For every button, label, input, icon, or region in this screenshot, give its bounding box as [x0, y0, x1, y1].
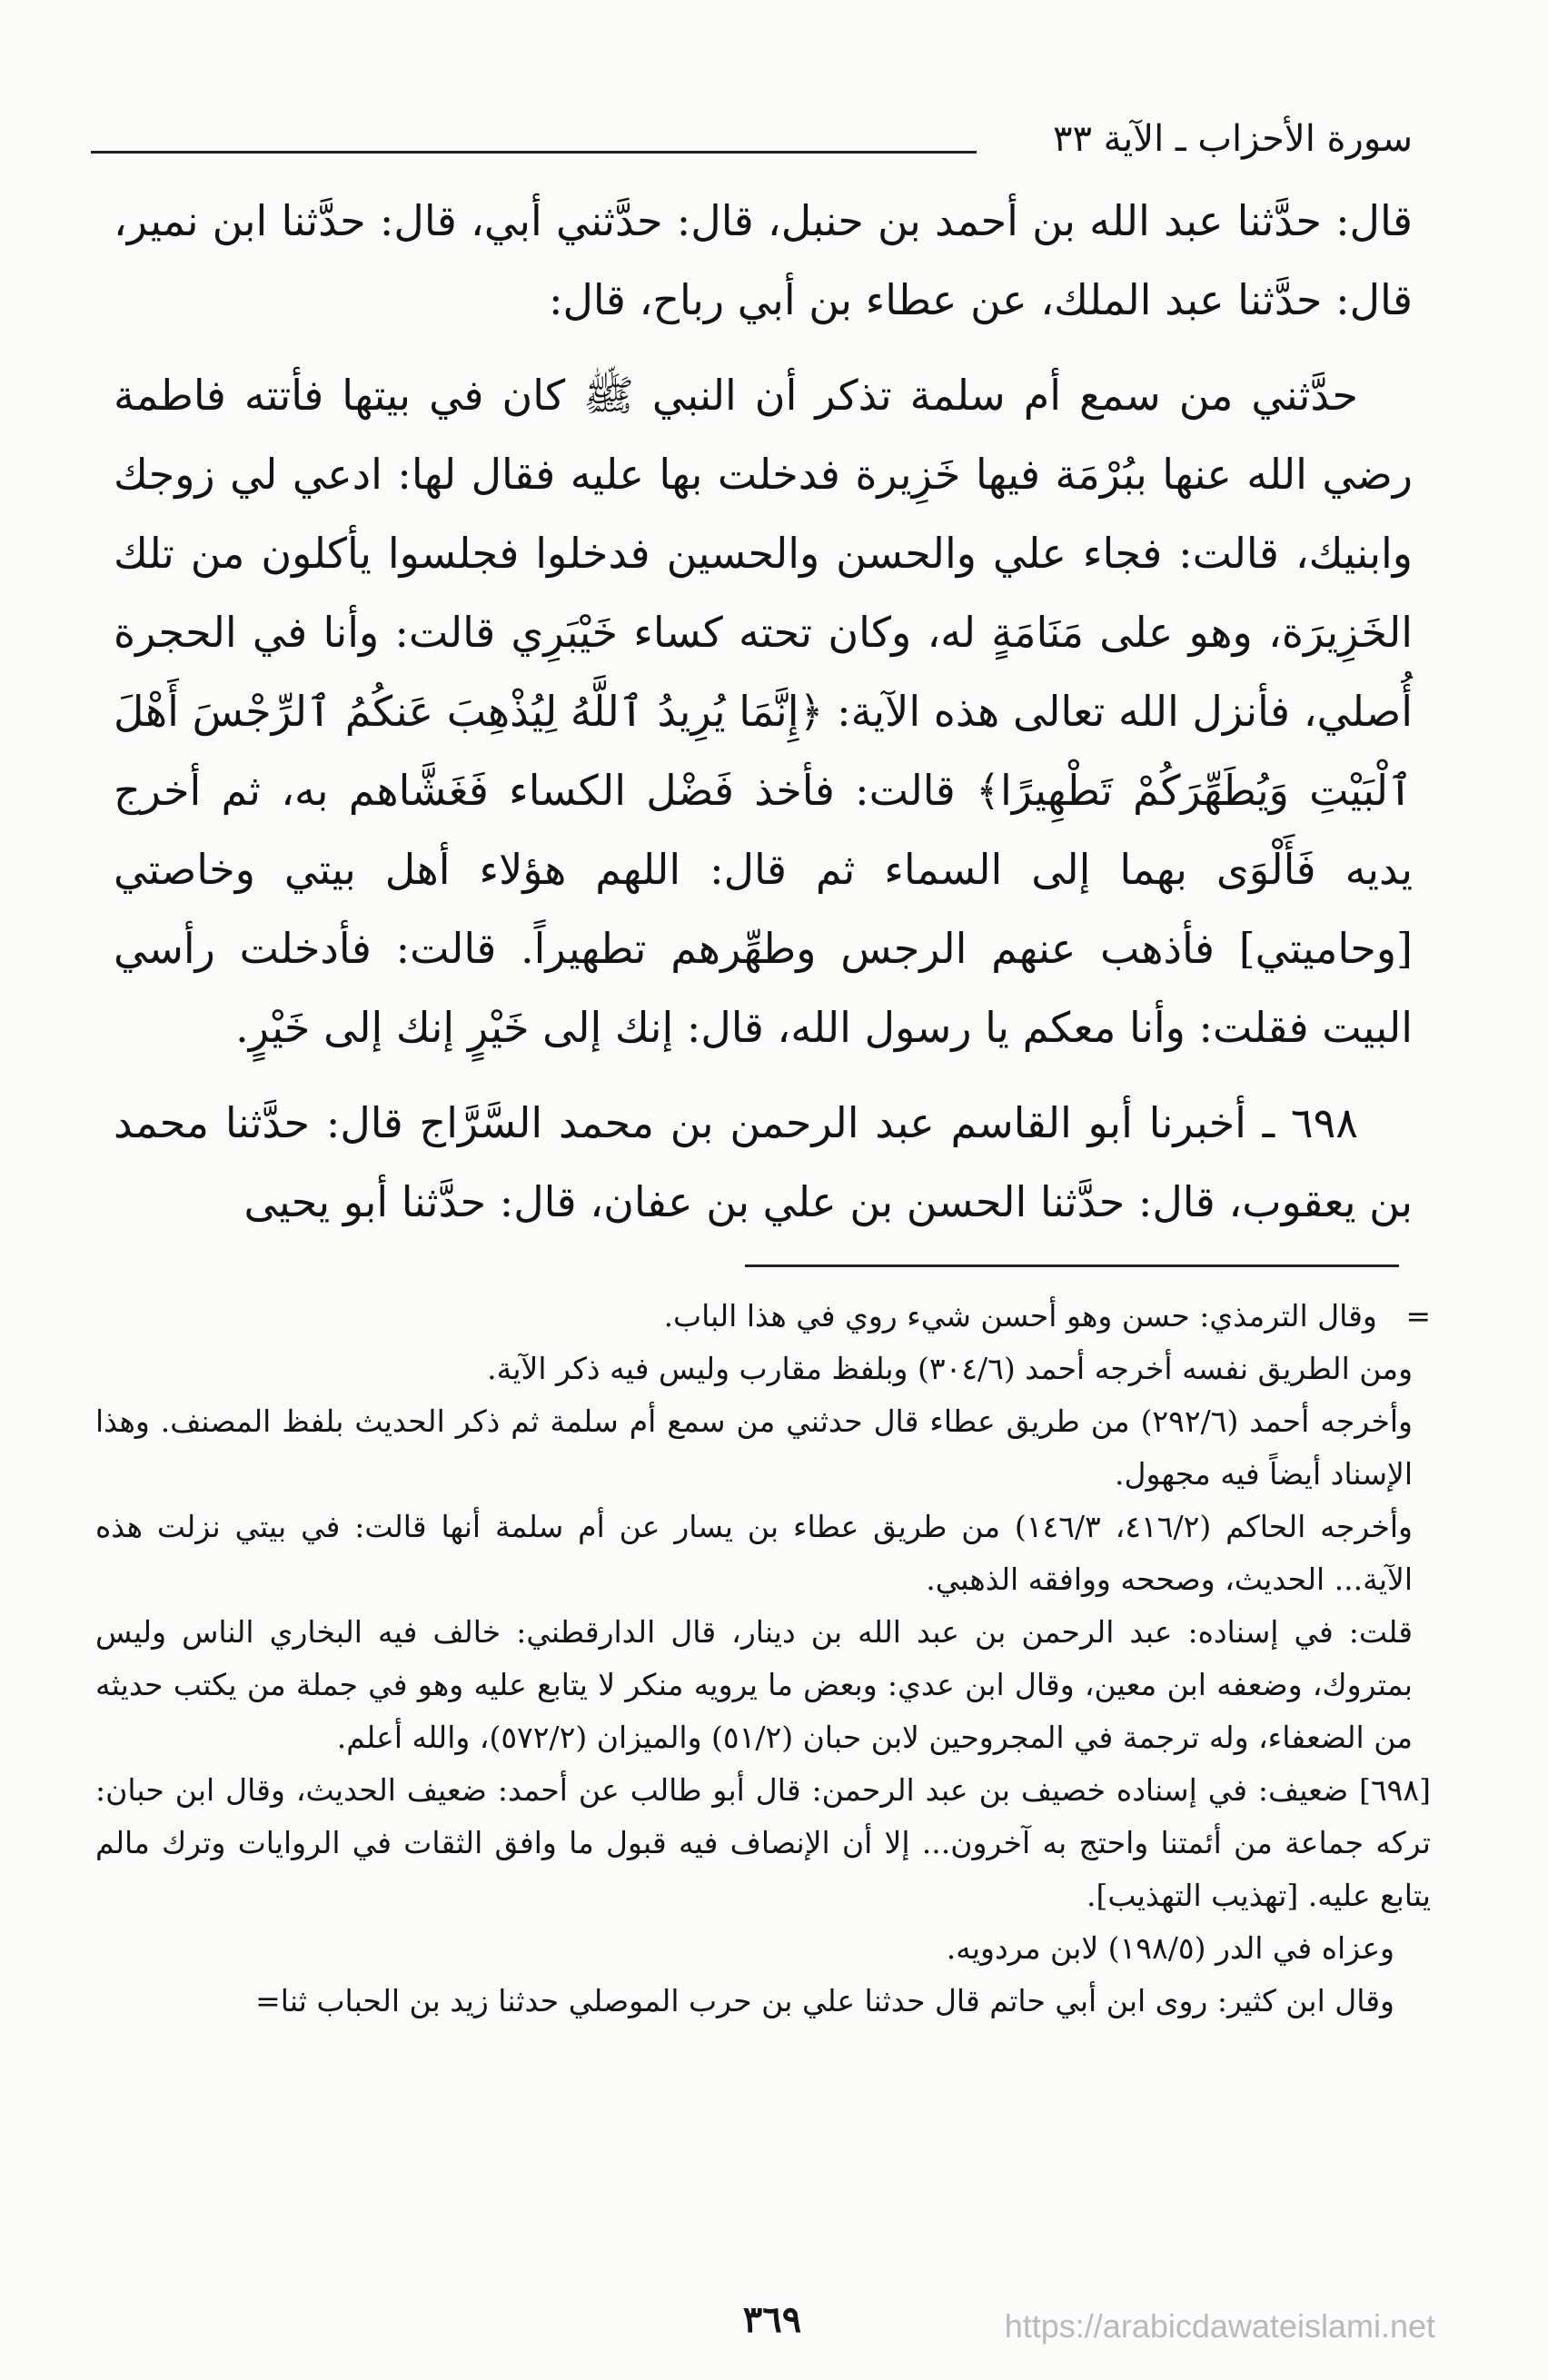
running-header	[91, 118, 1413, 164]
footnote-line: وعزاه في الدر (١٩٨/٥) لابن مردويه.	[946, 1930, 1394, 1966]
footnote-line: قلت: في إسناده: عبد الرحمن بن عبد الله بن دينار، قال الدارقطني: خالف فيه البخاري الناس وليس بمتروك، وضعفه ابن معين، وقال ابن عدي: وبعض ما يرويه منكر لا يتابع عليه وهو في جملة من يكتب حديثه من الضعفاء، وله ترجمة في المجروحين لابن حبان (٥١/٢) والميزان (٥٧٢/٢)، والله أعلم.	[95, 1614, 1413, 1755]
hadith-698-paragraph: ٦٩٨ ـ أخبرنا أبو القاسم عبد الرحمن بن محمد السَّرَّاج قال: حدَّثنا محمد بن يعقوب، قال: حدَّثنا الحسن بن علي بن عفان، قال: حدَّثنا أبو يحيى	[114, 1098, 1413, 1226]
main-text	[114, 182, 1413, 1242]
continuation-mark: =	[1405, 1298, 1431, 1334]
footnote-698: [٦٩٨] ضعيف: في إسناده خصيف بن عبد الرحمن: قال أبو طالب عن أحمد: ضعيف الحديث، وقال ابن حبان: تركه جماعة من أئمتنا واحتج به آخرون... إلا أن الإنصاف فيه قبول ما وافق الثقات في الروايات وترك مالم يتابع عليه. [تهذيب التهذيب].	[95, 1772, 1431, 1913]
footnote-line	[95, 1290, 1431, 1343]
footnote-line: ومن الطريق نفسه أخرجه أحمد (٣٠٤/٦) وبلفظ مقارب وليس فيه ذكر الآية.	[487, 1351, 1413, 1386]
footnote-line: وأخرجه أحمد (٢٩٢/٦) من طريق عطاء قال حدثني من سمع أم سلمة ثم ذكر الحديث بلفظ المصنف. وهذا الإسناد أيضاً فيه مجهول.	[95, 1403, 1413, 1492]
watermark-url: https://arabicdawateislami.net	[1004, 2307, 1435, 2345]
header-rule	[91, 151, 977, 154]
page-number: ٣٦٩	[742, 2298, 802, 2341]
header-title: سورة الأحزاب ـ الآية ٣٣	[1053, 118, 1413, 160]
footnote-text: وقال الترمذي: حسن وهو أحسن شيء روي في هذا الباب.	[663, 1298, 1377, 1334]
hadith-paragraph: حدَّثني من سمع أم سلمة تذكر أن النبي ﷺ كان في بيتها فأتته فاطمة رضي الله عنها ببُرْمَة فيها خَزِيرة فدخلت بها عليه فقال لها: ادعي لي زوجك وابنيك، قالت: فجاء علي والحسن والحسين فدخلوا فجلسوا يأكلون من تلك الخَزِيرَة، وهو على مَنَامَةٍ له، وكان تحته كساء خَيْبَرِي قالت: وأنا في الحجرة أُصلي، فأنزل الله تعالى هذه الآية: ﴿إِنَّمَا يُرِيدُ ٱللَّهُ لِيُذْهِبَ عَنكُمُ ٱلرِّجْسَ أَهْلَ ٱلْبَيْتِ وَيُطَهِّرَكُمْ تَطْهِيرًا﴾ قالت: فأخذ فَضْل الكساء فَغَشَّاهم به، ثم أخرج يديه فَأَلْوَى بهما إلى السماء ثم قال: اللهم هؤلاء أهل بيتي وخاصتي [وحاميتي] فأذهب عنهم الرجس وطهِّرهم تطهيراً. قالت: فأدخلت رأسي البيت فقلت: وأنا معكم يا رسول الله، قال: إنك إلى خَيْرٍ إنك إلى خَيْرٍ.	[114, 371, 1413, 1052]
footnote-line: وقال ابن كثير: روى ابن أبي حاتم قال حدثنا علي بن حرب الموصلي حدثنا زيد بن الحباب ثنا=	[255, 1983, 1394, 2018]
body-line: قال: حدَّثنا عبد الله بن أحمد بن حنبل، قال: حدَّثني أبي، قال: حدَّثنا ابن نمير، قال: حدَّثنا عبد الملك، عن عطاء بن أبي رباح، قال:	[114, 196, 1413, 324]
footnote-line: وأخرجه الحاكم (٤١٦/٢، ١٤٦/٣) من طريق عطاء بن يسار عن أم سلمة أنها قالت: في بيتي نزلت هذه الآية... الحديث، وصححه ووافقه الذهبي.	[95, 1509, 1413, 1597]
footnotes	[95, 1290, 1431, 2028]
footnote-separator	[745, 1264, 1399, 1267]
